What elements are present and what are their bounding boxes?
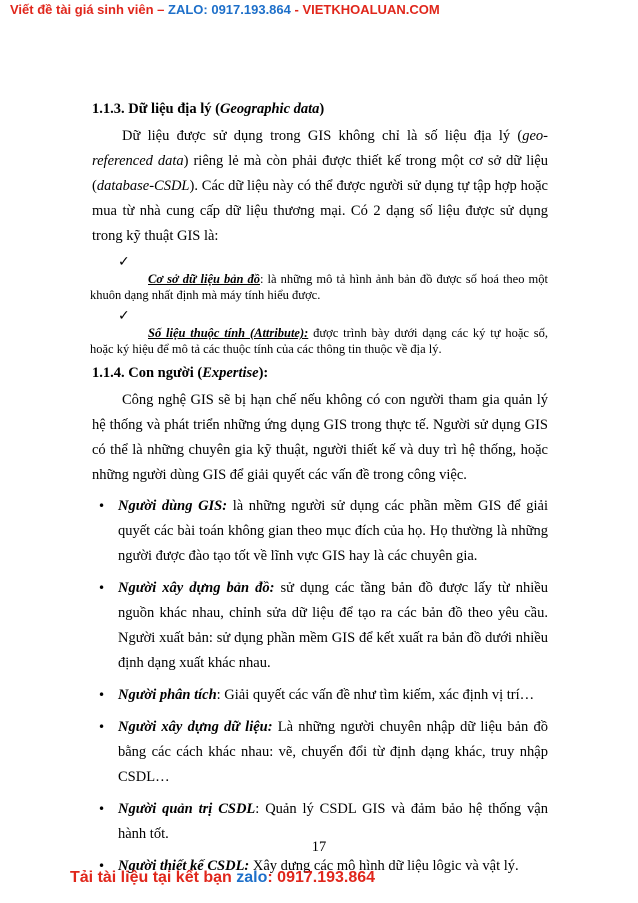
checkmark-icon: ✓: [118, 254, 130, 270]
bullet-icon: •: [98, 720, 106, 734]
list-item: • Người xây dựng dữ liệu: Là những người chuyên nhập dữ liệu bản đồ bằng các cách khác nhau: vẽ, chuyển đổi từ định dạng khác, truy nhập CSDL…: [92, 715, 548, 790]
checklist-item-text: Cơ sở dữ liệu bản đồ: là những mô tả hình ảnh bản đồ được số hoá theo một khuôn dạng nhất định mà máy tính hiểu được.: [90, 272, 548, 302]
section-1-1-4-heading: 1.1.4. Con người (Expertise):: [92, 365, 269, 381]
bullet-icon: •: [98, 802, 106, 816]
bullet-icon: •: [98, 859, 106, 873]
section-1-1-3-heading: 1.1.3. Dữ liệu địa lý (Geographic data): [92, 101, 325, 117]
bullet-icon: •: [98, 688, 106, 702]
banner-zalo-label: ZALO:: [168, 2, 208, 17]
banner-text: Viết đề tài giá sinh viên –: [10, 2, 165, 17]
footer-phone: : 0917.193.864: [267, 869, 376, 886]
checklist-item-map-database: [90, 253, 548, 303]
bullet-icon: •: [98, 499, 106, 513]
footer-zalo: zalo: [236, 869, 268, 886]
checklist-item-attribute: [90, 307, 548, 357]
top-banner: [10, 2, 440, 17]
list-item: • Người quản trị CSDL: Quản lý CSDL GIS và đảm bảo hệ thống vận hành tốt.: [92, 797, 548, 847]
checklist-item-text: Số liệu thuộc tính (Attribute): được trình bày dưới dạng các ký tự hoặc số, hoặc ký hiệu để mô tả các thuộc tính của các thông tin thuộc về địa lý.: [90, 326, 548, 356]
checkmark-icon: ✓: [118, 308, 130, 324]
list-item: • Người thiết kế CSDL: Xây dựng các mô hình dữ liệu lôgic và vật lý.: [92, 854, 548, 879]
list-item: • Người xây dựng bản đồ: sử dụng các tầng bản đồ được lấy từ nhiều nguồn khác nhau, chỉnh sửa dữ liệu để tạo ra các bản đồ theo yêu cầu. Người xuất bản: sử dụng phần mềm GIS để kết xuất ra bản đồ dưới nhiều định dạng xuất khác nhau.: [92, 576, 548, 676]
role-list: [92, 494, 548, 879]
section-1-1-4-paragraph: Công nghệ GIS sẽ bị hạn chế nếu không có con người tham gia quản lý hệ thống và phát triển những ứng dụng GIS trong thực tế. Người sử dụng GIS có thể là những chuyên gia kỹ thuật, người thiết kế và duy trì hệ thống, hoặc những người dùng GIS để giải quyết các vấn đề trong công việc.: [92, 392, 548, 483]
list-item: • Người dùng GIS: là những người sử dụng các phần mềm GIS để giải quyết các bài toán không gian theo mục đích của họ. Họ thường là những người được đào tạo tốt về lĩnh vực GIS hay là các chuyên gia.: [92, 494, 548, 569]
bullet-icon: •: [98, 581, 106, 595]
banner-phone: 0917.193.864: [211, 2, 291, 17]
footer-text: Tải tài liệu tại kết bạn: [70, 869, 232, 886]
list-item: • Người phân tích: Giải quyết các vấn đề như tìm kiếm, xác định vị trí…: [92, 683, 548, 708]
bottom-banner: [70, 869, 375, 887]
section-1-1-3-paragraph: Dữ liệu được sử dụng trong GIS không chỉ là số liệu địa lý (geo-referenced data) riêng lẻ mà còn phải được thiết kế trong một cơ sở dữ liệu (database-CSDL). Các dữ liệu này có thể được người sử dụng tự tập hợp hoặc mua từ nhà cung cấp dữ liệu thương mại. Có 2 dạng số liệu được sử dụng trong kỹ thuật GIS là:: [92, 128, 548, 244]
document-body: [92, 98, 548, 886]
banner-site: - VIETKHOALUAN.COM: [294, 2, 440, 17]
page-number: 17: [311, 839, 327, 855]
